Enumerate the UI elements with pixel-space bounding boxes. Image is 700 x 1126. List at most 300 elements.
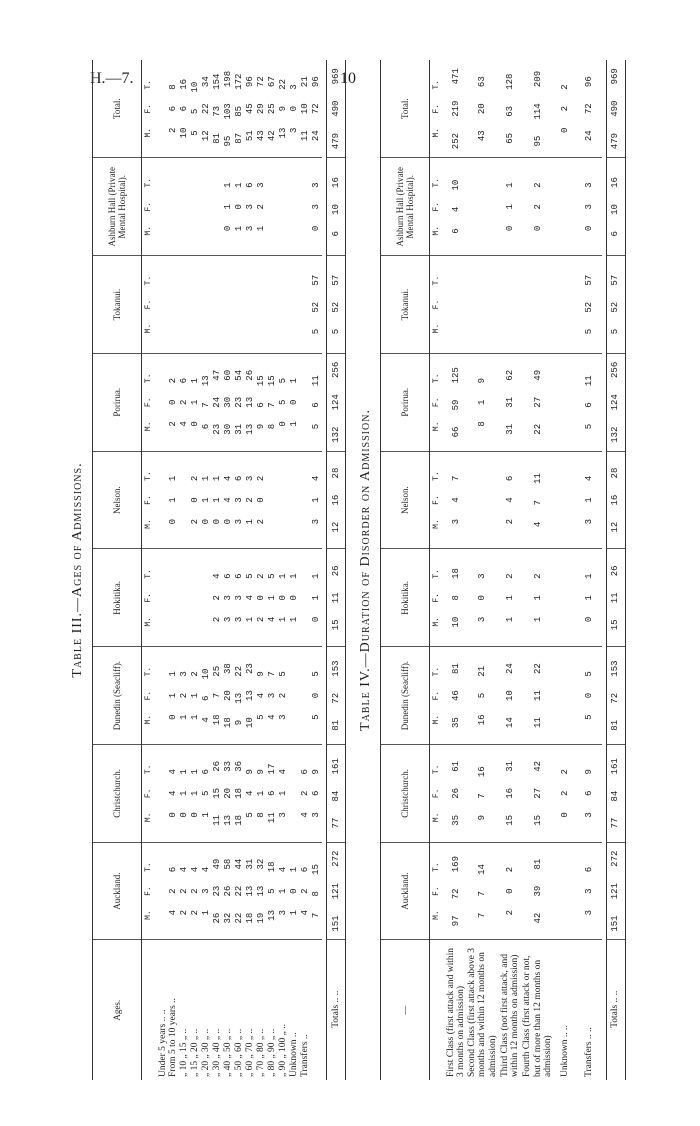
totals-cell: 12 16 28: [606, 451, 625, 549]
table-row: [212, 60, 223, 1080]
data-cell: 1 4 5: [245, 549, 256, 647]
row-label: [311, 940, 322, 1080]
data-cell: 2 2 4: [179, 842, 190, 940]
data-cell: [522, 256, 554, 354]
data-cell: [155, 744, 169, 842]
sub-header-mft: M. F. T.: [142, 158, 155, 256]
data-cell: 4 2 6: [300, 842, 311, 940]
data-cell: 5 52 57: [311, 256, 322, 354]
rotated-tables: [70, 60, 630, 1080]
data-cell: 1 0 1: [234, 158, 245, 256]
data-cell: [179, 158, 190, 256]
totals-label: Totals .. ..: [606, 940, 625, 1080]
sub-header-row: [430, 60, 443, 1080]
totals-cell: 15 11 26: [606, 549, 625, 647]
column-header: Porirua.: [381, 353, 430, 451]
data-cell: 10 13 23: [245, 647, 256, 745]
data-cell: 95 114 209: [522, 60, 554, 158]
row-label: Transfers ..: [300, 1034, 311, 1077]
sub-header-mft: M. F. T.: [142, 744, 155, 842]
table-row: [234, 60, 245, 1080]
data-cell: [155, 158, 169, 256]
data-cell: 8 1 9: [256, 744, 267, 842]
data-cell: 3 1 4: [278, 744, 289, 842]
table-row: [578, 60, 602, 1080]
column-header: Dunedin (Seacliff).: [93, 647, 142, 745]
data-cell: [554, 353, 578, 451]
data-cell: 5 52 57: [578, 256, 602, 354]
data-cell: [278, 256, 289, 354]
data-cell: 0 1 1: [223, 158, 234, 256]
data-cell: [554, 549, 578, 647]
data-cell: [267, 256, 278, 354]
row-label: First Class (first attack and within 3 months on admission): [445, 947, 466, 1077]
column-header: Christchurch.: [381, 744, 430, 842]
data-cell: 9 7 16: [467, 744, 499, 842]
table4-caption: Table IV.—Duration of Disorder on Admission.: [358, 409, 373, 731]
data-cell: 97 72 169: [443, 842, 467, 940]
table-row: [467, 60, 499, 1080]
sub-header-mft: M. F. T.: [142, 451, 155, 549]
data-cell: 87 85 172: [234, 60, 245, 158]
sub-header-mft: M. F. T.: [430, 842, 443, 940]
data-cell: 1 0 1: [289, 842, 300, 940]
data-cell: 1 5 6: [201, 744, 212, 842]
data-cell: [155, 353, 169, 451]
data-cell: 1 2 3: [179, 647, 190, 745]
table-row: [522, 60, 554, 1080]
data-cell: 81 73 154: [212, 60, 223, 158]
totals-cell: 5 52 57: [606, 256, 625, 354]
table-row: [155, 60, 169, 1080]
data-cell: [300, 647, 311, 745]
totals-cell: 12 16 28: [327, 451, 346, 549]
data-cell: 18 18 36: [234, 744, 245, 842]
data-cell: [300, 256, 311, 354]
data-cell: 0 1 1: [578, 549, 602, 647]
sub-header-mft: M. F. T.: [430, 158, 443, 256]
data-cell: [212, 158, 223, 256]
data-cell: 24 72 96: [311, 60, 322, 158]
data-cell: 2 0 2: [256, 549, 267, 647]
sub-header-mft: M. F. T.: [142, 647, 155, 745]
sub-header-mft: M. F. T.: [430, 353, 443, 451]
data-cell: 66 59 125: [443, 353, 467, 451]
data-cell: 32 26 58: [223, 842, 234, 940]
table-row: [443, 60, 467, 1080]
data-cell: [267, 158, 278, 256]
data-cell: 43 29 72: [256, 60, 267, 158]
table-row: [311, 60, 322, 1080]
row-label: „ 80 „ 90 „ ..: [267, 1028, 278, 1077]
data-cell: 9 6 15: [256, 353, 267, 451]
data-cell: 4 1 5: [267, 549, 278, 647]
data-cell: [300, 549, 311, 647]
data-cell: [278, 158, 289, 256]
totals-row: [606, 60, 625, 1080]
totals-cell: 479 490 969: [327, 60, 346, 158]
data-cell: 16 5 21: [467, 647, 499, 745]
data-cell: 0 1 1: [311, 549, 322, 647]
column-header: Ashburn Hall (Private Mental Hospital).: [93, 158, 142, 256]
table-row: [498, 60, 522, 1080]
data-cell: 65 63 128: [498, 60, 522, 158]
data-cell: 18 7 25: [212, 647, 223, 745]
sub-header-mft: M. F. T.: [430, 256, 443, 354]
totals-cell: 479 490 969: [606, 60, 625, 158]
data-cell: [289, 158, 300, 256]
row-label: „ 10 „ 15 „ ..: [179, 1028, 190, 1077]
data-cell: [443, 256, 467, 354]
column-header: Christchurch.: [93, 744, 142, 842]
totals-cell: 81 72 153: [606, 647, 625, 745]
data-cell: 35 26 61: [443, 744, 467, 842]
data-cell: [245, 256, 256, 354]
data-cell: 8 7 15: [267, 353, 278, 451]
data-cell: 4 2 6: [179, 353, 190, 451]
column-header: Hokitika.: [381, 549, 430, 647]
data-cell: 2 4 6: [498, 451, 522, 549]
data-cell: [554, 647, 578, 745]
data-cell: [201, 158, 212, 256]
totals-label: Totals .. ..: [327, 940, 346, 1080]
totals-cell: 5 52 57: [327, 256, 346, 354]
data-cell: 2 2 4: [190, 842, 201, 940]
data-cell: 13 13 26: [245, 353, 256, 451]
data-cell: [554, 256, 578, 354]
data-cell: [278, 451, 289, 549]
data-cell: 5 6 11: [311, 353, 322, 451]
data-cell: 15 16 31: [498, 744, 522, 842]
row-label: „ 15 „ 20 „ ..: [190, 1028, 201, 1077]
column-header: Nelson.: [93, 451, 142, 549]
table-row: [256, 60, 267, 1080]
data-cell: [155, 451, 169, 549]
data-cell: 5 0 5: [578, 647, 602, 745]
data-cell: 3 3 6: [234, 549, 245, 647]
row-label: Fourth Class (first attack or not, but of more than 12 months on admission): [522, 955, 553, 1077]
totals-cell: 77 84 161: [606, 744, 625, 842]
data-cell: 18 20 38: [223, 647, 234, 745]
data-cell: [179, 549, 190, 647]
data-cell: 0 1 1: [168, 647, 179, 745]
data-cell: 11 10 21: [300, 60, 311, 158]
data-cell: 18 13 31: [245, 842, 256, 940]
data-cell: 4 6 10: [201, 647, 212, 745]
row-label: „ 40 „ 50 „ ..: [223, 1028, 234, 1077]
data-cell: 4 2 6: [300, 744, 311, 842]
data-cell: 23 24 47: [212, 353, 223, 451]
data-cell: 24 72 96: [578, 60, 602, 158]
table-row: [289, 60, 300, 1080]
data-cell: [498, 256, 522, 354]
data-cell: 3 6 9: [578, 744, 602, 842]
data-cell: [168, 256, 179, 354]
column-header: Dunedin (Seacliff).: [381, 647, 430, 745]
page-number: 10: [340, 70, 356, 87]
data-cell: 7 8 15: [311, 842, 322, 940]
data-cell: 3 6 9: [311, 744, 322, 842]
data-cell: [155, 60, 169, 158]
table-row: [201, 60, 212, 1080]
data-cell: 3 1 4: [311, 451, 322, 549]
row-label: „ 50 „ 60 „ ..: [234, 1028, 245, 1077]
table-row: [168, 60, 179, 1080]
data-cell: 13 20 33: [223, 744, 234, 842]
data-cell: 0 2 2: [554, 60, 578, 158]
totals-cell: 6 10 16: [327, 158, 346, 256]
data-cell: 13 5 18: [267, 842, 278, 940]
row-label: „ 70 „ 80 „ ..: [256, 1028, 267, 1077]
data-cell: [223, 256, 234, 354]
data-cell: [289, 744, 300, 842]
column-header: Total.: [93, 60, 142, 158]
data-cell: [554, 451, 578, 549]
totals-cell: 6 10 16: [606, 158, 625, 256]
data-cell: 3 0 3: [467, 549, 499, 647]
row-label: Unknown ..: [289, 1032, 300, 1077]
data-cell: 3 3 6: [223, 549, 234, 647]
totals-cell: 151 121 272: [327, 842, 346, 940]
data-cell: [289, 256, 300, 354]
data-cell: 2 0 2: [190, 451, 201, 549]
data-cell: 22 22 44: [234, 842, 245, 940]
sub-header-mft: M. F. T.: [430, 549, 443, 647]
data-cell: 0 1 1: [190, 744, 201, 842]
sub-header-mft: M. F. T.: [430, 451, 443, 549]
column-header: Porirua.: [93, 353, 142, 451]
data-cell: [467, 256, 499, 354]
row-label: Under 5 years .. ..: [157, 1009, 168, 1077]
data-cell: 2 0 2: [168, 353, 179, 451]
row-label: Second Class (first attack above 3 months and within 12 months on admission): [466, 947, 498, 1077]
data-cell: 43 20 63: [467, 60, 499, 158]
data-cell: 3 1 4: [578, 451, 602, 549]
data-cell: [190, 256, 201, 354]
data-cell: 42 25 67: [267, 60, 278, 158]
data-cell: 1 2 3: [245, 451, 256, 549]
data-cell: 4 7 11: [522, 451, 554, 549]
data-cell: 11 6 17: [267, 744, 278, 842]
data-cell: 31 23 54: [234, 353, 245, 451]
data-cell: 14 10 24: [498, 647, 522, 745]
header-row: [381, 60, 430, 1080]
data-cell: [300, 158, 311, 256]
row-label: „ 90 „ 100 „ ..: [278, 1023, 289, 1077]
data-cell: [256, 256, 267, 354]
data-cell: 7 7 14: [467, 842, 499, 940]
data-cell: [155, 256, 169, 354]
data-cell: 0 1 1: [212, 451, 223, 549]
totals-cell: 15 11 26: [327, 549, 346, 647]
data-cell: [190, 549, 201, 647]
data-cell: 2 6 8: [168, 60, 179, 158]
data-cell: 5 5 10: [190, 60, 201, 158]
header-row: [93, 60, 142, 1080]
data-cell: [179, 451, 190, 549]
data-cell: 2 0 2: [256, 451, 267, 549]
sub-header-mft: M. F. T.: [142, 60, 155, 158]
table-row: [190, 60, 201, 1080]
data-cell: 31 31 62: [498, 353, 522, 451]
data-cell: 0 1 1: [168, 451, 179, 549]
sub-header-mft: M. F. T.: [142, 842, 155, 940]
data-cell: 252 219 471: [443, 60, 467, 158]
table3-caption: Table III.—Ages of Admissions.: [70, 462, 85, 678]
data-cell: 3 3 6: [234, 451, 245, 549]
data-cell: 5 6 11: [578, 353, 602, 451]
data-cell: 3 4 7: [443, 451, 467, 549]
row-label: From 5 to 10 years ..: [168, 998, 179, 1077]
data-cell: 0 2 2: [522, 158, 554, 256]
row-label: „ 20 „ 30 „ ..: [201, 1028, 212, 1077]
sub-header-mft: M. F. T.: [430, 744, 443, 842]
totals-cell: 77 84 161: [327, 744, 346, 842]
totals-cell: 81 72 153: [327, 647, 346, 745]
data-cell: 1 0 1: [289, 353, 300, 451]
data-cell: 1 1 2: [522, 549, 554, 647]
data-cell: [554, 842, 578, 940]
column-header: Auckland.: [381, 842, 430, 940]
data-cell: 1 3 4: [201, 842, 212, 940]
data-cell: [267, 451, 278, 549]
data-cell: 12 22 34: [201, 60, 212, 158]
data-cell: 9 13 22: [234, 647, 245, 745]
table-row: [245, 60, 256, 1080]
column-header: Tokanui.: [381, 256, 430, 354]
sub-header-mft: M. F. T.: [430, 647, 443, 745]
data-cell: 4 3 7: [267, 647, 278, 745]
column-header: Hokitika.: [93, 549, 142, 647]
data-cell: [155, 549, 169, 647]
data-cell: 0 1 1: [190, 353, 201, 451]
page-reference: H.—7.: [90, 70, 134, 87]
data-cell: [190, 158, 201, 256]
data-cell: [300, 353, 311, 451]
data-cell: [201, 549, 212, 647]
data-cell: 0 5 5: [278, 353, 289, 451]
row-label: Third Class (not first attack, and within 12 months on admission): [499, 954, 520, 1077]
data-cell: 2 0 2: [498, 842, 522, 940]
data-cell: 8 1 9: [467, 353, 499, 451]
sub-header-mft: M. F. T.: [142, 549, 155, 647]
data-cell: 0 3 3: [311, 158, 322, 256]
data-cell: 4 2 6: [168, 842, 179, 940]
data-cell: [155, 842, 169, 940]
data-cell: 1 0 1: [289, 549, 300, 647]
data-cell: 13 9 22: [278, 60, 289, 158]
data-cell: 6 4 10: [443, 158, 467, 256]
data-cell: [467, 451, 499, 549]
data-cell: 19 13 32: [256, 842, 267, 940]
data-cell: 3 1 4: [278, 842, 289, 940]
sub-header-mft: M. F. T.: [430, 60, 443, 158]
row-label: „ 30 „ 40 „ ..: [212, 1028, 223, 1077]
data-cell: 22 27 49: [522, 353, 554, 451]
data-cell: 95 103 198: [223, 60, 234, 158]
data-cell: 10 8 18: [443, 549, 467, 647]
row-label: Transfers .. ..: [584, 1027, 595, 1077]
data-cell: 3 3 6: [578, 842, 602, 940]
totals-row: [327, 60, 346, 1080]
table-row: [223, 60, 234, 1080]
data-cell: 26 23 49: [212, 842, 223, 940]
data-cell: [554, 158, 578, 256]
data-cell: [212, 256, 223, 354]
data-cell: 1 2 3: [256, 158, 267, 256]
column-header: Total.: [381, 60, 430, 158]
sub-header-blank: [430, 940, 443, 1080]
label-column-header: Ages.: [93, 940, 142, 1080]
column-header: Ashburn Hall (Private Mental Hospital).: [381, 158, 430, 256]
row-label: „ 60 „ 70 „ ..: [245, 1028, 256, 1077]
sub-header-mft: M. F. T.: [142, 256, 155, 354]
data-cell: 5 0 5: [311, 647, 322, 745]
data-cell: [168, 158, 179, 256]
data-cell: 15 27 42: [522, 744, 554, 842]
data-cell: 0 4 4: [168, 744, 179, 842]
data-cell: 5 4 9: [256, 647, 267, 745]
data-cell: 0 1 1: [498, 158, 522, 256]
data-cell: [300, 451, 311, 549]
data-cell: 35 46 81: [443, 647, 467, 745]
sub-header-mft: M. F. T.: [142, 353, 155, 451]
data-cell: 1 1 2: [498, 549, 522, 647]
table-row: [554, 60, 578, 1080]
data-cell: 0 2 2: [554, 744, 578, 842]
data-cell: 10 6 16: [179, 60, 190, 158]
data-cell: 6 7 13: [201, 353, 212, 451]
data-cell: 30 30 60: [223, 353, 234, 451]
column-header: Nelson.: [381, 451, 430, 549]
ages-of-admissions-table: [92, 60, 346, 1080]
data-cell: 1 0 1: [278, 549, 289, 647]
table-row: [267, 60, 278, 1080]
data-cell: [201, 256, 212, 354]
data-cell: 1 1 2: [190, 647, 201, 745]
data-cell: 0 1 1: [201, 451, 212, 549]
data-cell: [289, 647, 300, 745]
data-cell: 0 3 3: [578, 158, 602, 256]
data-cell: [179, 256, 190, 354]
totals-cell: 132 124 256: [327, 353, 346, 451]
data-cell: 0 4 4: [223, 451, 234, 549]
row-label: Unknown .. ..: [560, 1025, 571, 1077]
data-cell: 2 2 4: [212, 549, 223, 647]
data-cell: 3 0 3: [289, 60, 300, 158]
data-cell: 0 1 1: [179, 744, 190, 842]
data-cell: [467, 158, 499, 256]
data-cell: [168, 549, 179, 647]
data-cell: 3 2 5: [278, 647, 289, 745]
data-cell: 5 4 9: [245, 744, 256, 842]
data-cell: 42 39 81: [522, 842, 554, 940]
label-column-header: —: [381, 940, 430, 1080]
data-cell: [289, 451, 300, 549]
table-row: [278, 60, 289, 1080]
totals-cell: 151 121 272: [606, 842, 625, 940]
data-cell: 51 45 96: [245, 60, 256, 158]
totals-cell: 132 124 256: [606, 353, 625, 451]
data-cell: 11 11 22: [522, 647, 554, 745]
sub-header-row: [142, 60, 155, 1080]
data-cell: 3 3 6: [245, 158, 256, 256]
column-header: Auckland.: [93, 842, 142, 940]
duration-of-disorder-table: [380, 60, 626, 1080]
data-cell: [234, 256, 245, 354]
table-row: [179, 60, 190, 1080]
table-row: [300, 60, 311, 1080]
